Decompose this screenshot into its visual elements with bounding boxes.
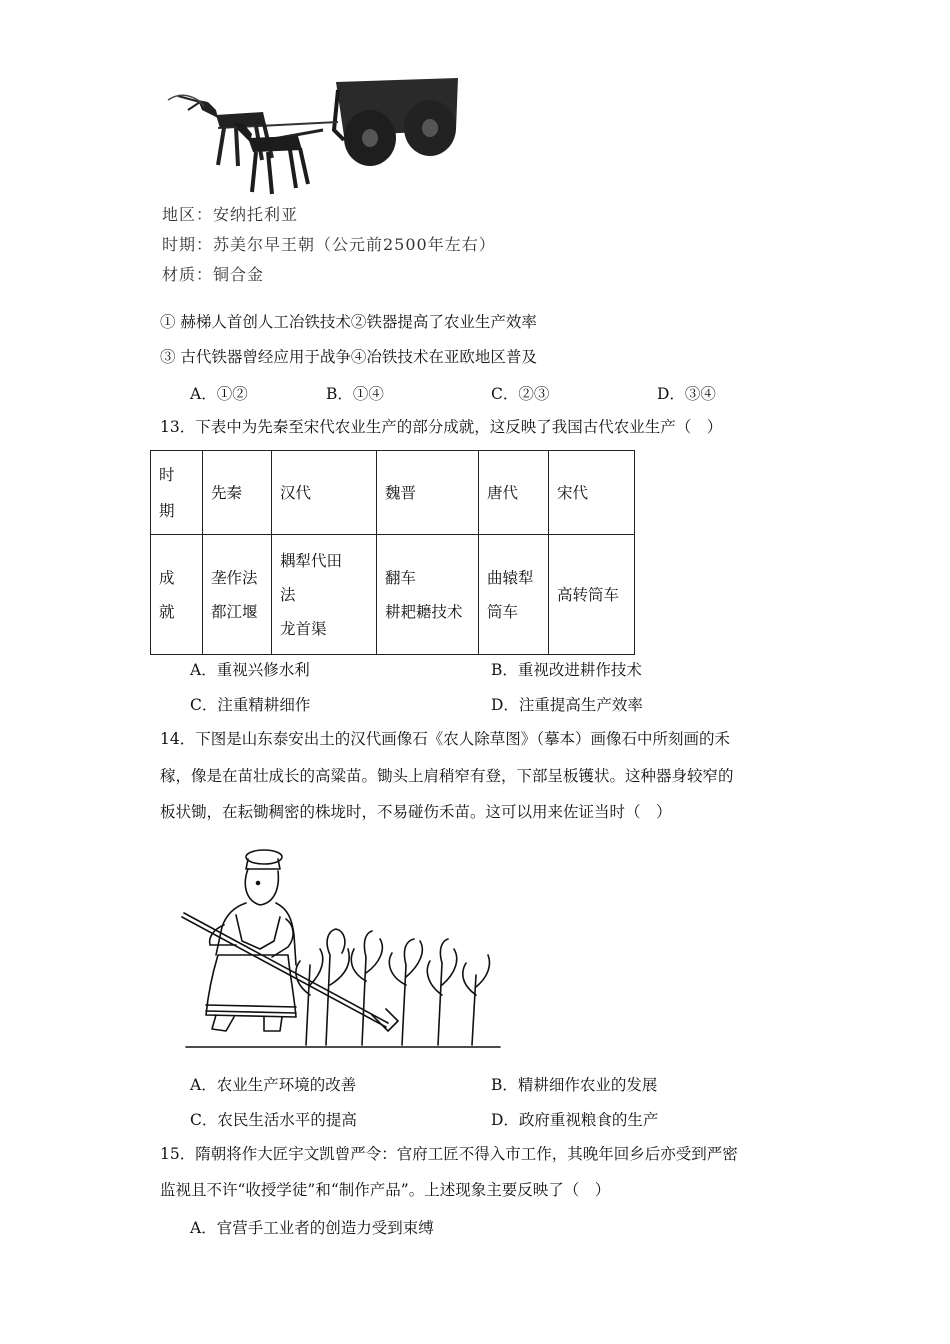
cell-text: 耦犁代田	[280, 551, 343, 570]
image-caption-material: 材质：铜合金	[162, 265, 265, 284]
row-label-achievement	[151, 535, 203, 655]
q14-stem-line2: 稼，像是在苗壮成长的高粱苗。锄头上肩稍窄有登，下部呈板镬状。这种器身较窄的	[160, 767, 734, 785]
cell-weijin	[377, 535, 479, 655]
q14-stem-line3: 板状锄，在耘锄稠密的株垅时，不易碰伤禾苗。这可以用来佐证当时（ ）	[160, 803, 672, 821]
cell-songdai	[549, 535, 635, 655]
q14-option-c[interactable]: C．农民生活水平的提高	[190, 1111, 357, 1129]
header-cell-xianqin: 先秦	[203, 451, 272, 535]
cell-text: 高转筒车	[557, 585, 620, 604]
cell-text: 筒车	[487, 602, 519, 621]
q13-option-c[interactable]: C．注重精耕细作	[190, 696, 311, 714]
table-header-period	[151, 451, 203, 535]
image-caption-period: 时期：苏美尔早王朝（公元前2500年左右）	[162, 235, 496, 254]
header-cell-weijin: 魏晋	[377, 451, 479, 535]
q12-statement-line1: ① 赫梯人首创人工冶铁技术②铁器提高了农业生产效率	[160, 313, 537, 331]
image-caption-region: 地区：安纳托利亚	[162, 205, 299, 224]
q12-option-d[interactable]: D．③④	[657, 385, 716, 403]
q14-option-a[interactable]: A．农业生产环境的改善	[190, 1076, 357, 1094]
q15-option-a[interactable]: A．官营手工业者的创造力受到束缚	[190, 1219, 434, 1237]
cell-text: 翻车	[385, 568, 417, 587]
cell-text: 都江堰	[211, 602, 258, 621]
cell-text: 耕耙耱技术	[385, 602, 463, 621]
q13-option-a[interactable]: A．重视兴修水利	[190, 661, 310, 679]
q15-stem-line1: 15．隋朝将作大匠宇文凯曾严令：官府工匠不得入市工作，其晚年回乡后亦受到严密	[160, 1145, 738, 1163]
cell-text: 曲辕犁	[487, 568, 534, 587]
q12-option-b[interactable]: B．①④	[326, 385, 384, 403]
q13-stem: 13．下表中为先秦至宋代农业生产的部分成就，这反映了我国古代农业生产（ ）	[160, 418, 723, 436]
cell-tangdai	[479, 535, 549, 655]
cell-text: 龙首渠	[280, 619, 327, 638]
q14-option-b[interactable]: B．精耕细作农业的发展	[491, 1076, 658, 1094]
farmer-weeding-image	[176, 845, 506, 1055]
header-cell-tangdai: 唐代	[479, 451, 549, 535]
header-cell-period: 时期	[159, 465, 175, 520]
q15-stem-line2: 监视且不许“收授学徒”和“制作产品”。上述现象主要反映了（ ）	[160, 1181, 611, 1199]
cell-xianqin	[203, 535, 272, 655]
header-cell-handai: 汉代	[272, 451, 377, 535]
row-label-text: 成就	[159, 568, 175, 621]
bronze-chariot-image	[158, 70, 468, 200]
cell-text: 法	[280, 585, 296, 604]
q14-option-d[interactable]: D．政府重视粮食的生产	[491, 1111, 659, 1129]
cell-text: 垄作法	[211, 568, 258, 587]
agriculture-table	[150, 450, 635, 655]
cell-handai	[272, 535, 377, 655]
header-cell-songdai: 宋代	[549, 451, 635, 535]
q12-statement-line2: ③ 古代铁器曾经应用于战争④冶铁技术在亚欧地区普及	[160, 348, 537, 366]
q14-stem-line1: 14．下图是山东泰安出土的汉代画像石《农人除草图》（摹本）画像石中所刻画的禾	[160, 730, 730, 748]
q13-option-d[interactable]: D．注重提高生产效率	[491, 696, 643, 714]
q13-option-b[interactable]: B．重视改进耕作技术	[491, 661, 642, 679]
q12-option-a[interactable]: A．①②	[190, 385, 248, 403]
q12-option-c[interactable]: C．②③	[491, 385, 550, 403]
